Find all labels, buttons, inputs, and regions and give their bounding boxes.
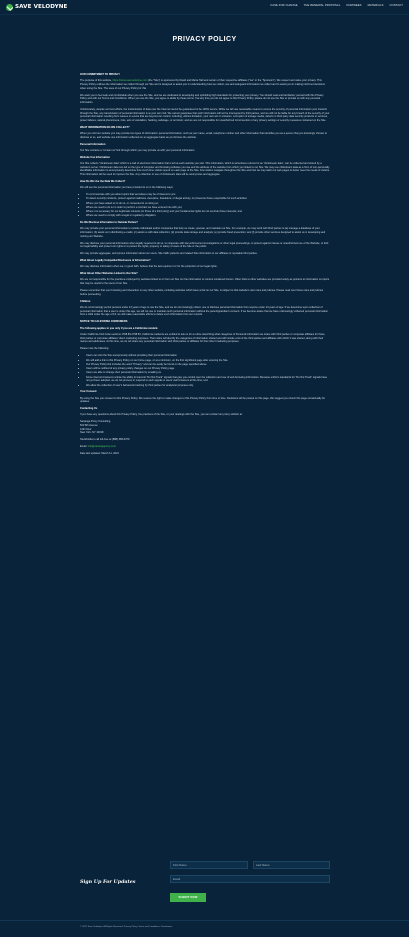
- paragraph: Please remember that your browsing and interaction on any other website, including websites which have a link on our Site, is subject to that website's own rules and policies. Please read over those rules and policies before proceeding.: [80, 289, 324, 296]
- page-title: PRIVACY POLICY: [172, 36, 237, 43]
- footer-divider: [0, 920, 409, 921]
- subheading-contacting-us: Contacting Us: [80, 407, 98, 411]
- paragraph: We may provide aggregate, anonymous information about our users. Site traffic patterns and related Site information to our affiliates or reputable third parties.: [80, 252, 258, 256]
- paragraph: When you visit our website you may provide two types of information: personal information, such as your name, email, telephone number and other information that identifies you as a person that you knowingly choose to disclose to us, and website use information collected on an aggregate basis as you browse the website.: [80, 132, 327, 139]
- paragraph: We want you to feel safe and comfortable when you use the Site, and we are dedicated to developing and upholding high standards for protecting your privacy. You should read and familiarize yourself with this Privacy Policy and with our Terms and Conditions. When you use the Site, you agree to abide by these terms. If at any time you do not agree to this Privacy Policy, please do not use the Site or provide us with any personal information.: [80, 93, 324, 104]
- subheading-website-use: Website Use Information: [80, 155, 110, 159]
- footer-copyright: © 2022 Save Velodyne. All Rights Reserved. Privacy Policy. Terms and Conditions. Disclaimers.: [80, 926, 173, 928]
- subheading-disclose: Do We Disclose Information to Outside Parties?: [80, 221, 138, 225]
- mailing-address: [80, 420, 330, 435]
- contact-phone: Stockholders call toll-free at (888) 368-0379: [80, 438, 130, 442]
- list-item: • We allow the collection of user's behavioral tracking by third parties for analytical purposes only.: [86, 384, 330, 388]
- list-item: • Where we need to comply with a legal or regulatory obligation.: [86, 214, 330, 218]
- subheading-california-residents: The following applies to you only if you are a California resident.: [80, 326, 159, 330]
- list-item: • Some internet browsers include the ability to transmit "Do Not Track" signals that give you control over the collection and use of web browsing information. Because uniform standards for "Do Not Track" signals have not yet been adopted, we do not process or respond to such signals in users' web browsers at this time; and: [86, 376, 330, 383]
- paragraph: By using the Site you consent to this Privacy Policy. We reserve the right to make changes to this Privacy Policy from time to time. Revisions will be posted on this page. We suggest you check this page occasionally for updates.: [80, 396, 326, 404]
- list-item: • Where it is necessary for our legitimate interests (or those of a third party) and your fundamental rights do not override those interests; and: [86, 210, 330, 214]
- last-name-input[interactable]: Last Name: [253, 861, 330, 869]
- email-input[interactable]: Email: [170, 875, 330, 883]
- list-item: • To communicate with you about topics that we believe may be of interest to you: [86, 193, 330, 197]
- address-line: New York, NY 10018: [80, 431, 104, 435]
- list-item: • Where you have asked us to do so, or consented to us doing so;: [86, 202, 330, 206]
- checkmark-logo-icon: [6, 4, 13, 11]
- list-item: • Our Privacy Policy link includes the word "Privacy" and can be easily be found on the page specified above.: [86, 363, 330, 367]
- last-updated-date: Date last updated: March 11, 2022: [80, 452, 119, 456]
- contact-email-link[interactable]: info@saratogaproxy.com: [87, 445, 116, 449]
- site-url-link[interactable]: https://www.savevelodyne.com: [112, 79, 148, 83]
- section-heading-commitment: OUR COMMITMENT TO PRIVACY: [80, 73, 120, 76]
- main-nav: [270, 4, 403, 7]
- paragraph-text: (the "Site") is sponsored by David and Marta Hall and certain of their respective affiliates ("we" or the "Sponsors"). We respect and value your privacy. This Privacy Policy outlines the information we collect through our Site and is designed to assist you in understanding how we collect, use and safeguard information we collect and to assist you in making informed decisions when using the Site. The uses of our Privacy Policy for this: [80, 79, 325, 90]
- paragraph: We may disclose your personal information when legally required to do so, to cooperate with law enforcement investigations or other legal proceedings, to protect against misuse or unauthorized use of the Website, to limit our legal liability and protect our rights or to protect the rights, property or safety of users of the Site or the public.: [80, 241, 329, 249]
- nav-link-materials[interactable]: MATERIALS: [367, 4, 384, 7]
- paragraph: Our Site collects "clickstream data" which is a trail of electronic information that is left at each website you visit. This information, which is sometimes referred to as "clickstream data", can be collected and stored by a website's server. Clickstream data can tell us the type of computer and browsing software you use and the address of the website from which you linked to our Site. We may use clickstream data as a form of non-personally identifiable information to anonymously determine how much time visitors spend on each page of the Site, how visitors navigate throughout the Site and how we may tailor our web pages to better meet the needs of visitors. This information will be used to improve the Site. Any collection or use of clickstream data will be anonymous and aggregate.: [80, 161, 330, 176]
- first-name-input[interactable]: First Name: [170, 861, 248, 869]
- list-item: • Users can visit the Site anonymously without providing their personal information: [86, 354, 330, 358]
- paragraph: We may provide your personal information to outside individuals and/or companies that help us create, operate, and maintain our Site. For example, we may work with third parties to (a) manage a database of your information; (b) assist us in distributing e-mails; (c) assist us with data collection; (d) provide data storage and analysis; (e) provide fraud prevention; and (f) provide other services designed to assist us in developing and running our Website.: [80, 227, 326, 238]
- top-navigation-bar: [0, 0, 409, 15]
- nav-link-contact[interactable]: CONTACT: [389, 4, 403, 7]
- list-item: • Users are able to change their personal information by emailing us.: [86, 371, 330, 375]
- submit-button[interactable]: SUBMIT NOW: [170, 893, 206, 902]
- paragraph: Our Site contains a "contact us" link through which you may provide us with your personal information.: [80, 148, 196, 152]
- paragraph: We do not knowingly permit persons under 13 years of age to use the Site, and we do not knowingly collect, use or disclose personal information from anyone under 13 years of age. If we determine upon collection of personal information that a user is under this age, we will not use or maintain such personal information without the parent/guardian's consent. If we become aware that we have unknowingly collected personal information from a child under the age of 13, we will make reasonable efforts to delete such information from our records.: [80, 305, 328, 317]
- section-heading-what-info: WHAT INFORMATION DO WE COLLECT?: [80, 125, 130, 129]
- subheading-how-we-use: How Do We Use the Data We Collect?: [80, 179, 126, 183]
- list-item: • Users will be notified of any privacy policy changes on our Privacy Policy page.: [86, 367, 330, 371]
- subheading-personal-information: Personal Information: [80, 142, 106, 146]
- site-logo[interactable]: [6, 3, 67, 11]
- paragraph: Please note the following:: [80, 347, 110, 351]
- address-line: Saratoga Proxy Consulting: [80, 420, 111, 424]
- contact-email-line: [80, 445, 330, 449]
- list-item: • Where we need to do so in order to perform a contract we have entered into with you;: [86, 206, 330, 210]
- paragraph: We are not responsible for the practices employed by websites linked to or from our Site nor the information or content contained therein. Often links to other websites are provided solely as pointers to information on topics that may be useful to the users of our Site.: [80, 278, 330, 286]
- section-heading-california: NOTICE TO CALIFORNIA CONSUMERS: [80, 320, 128, 324]
- paragraph: Under California Civil Code sections 1798.83-1798.84, California residents are entitled to ask us for a notice describing what categories of Personal Information we share with third parties or corporate affiliates for those third parties or corporate affiliates' direct marketing purposes. That notice will identify the categories of information shared and will include a list of the third parties and affiliates with which it was shared, along with their names and addresses. At this time, we do not share any personal information with third parties or affiliates for their direct marketing purposes.: [80, 333, 325, 344]
- address-line: 14th Floor: [80, 427, 92, 431]
- address-line: 520 8th Avenue: [80, 424, 98, 428]
- subheading-your-consent: Your Consent: [80, 390, 97, 394]
- logo-text: SAVE VELODYNE: [15, 4, 68, 10]
- paragraph: [80, 79, 330, 90]
- subheading-children: Children: [80, 299, 91, 303]
- paragraph: We may disclose information when we, in good faith, believe that the law requires it or for the protection of our legal rights.: [80, 265, 218, 269]
- subheading-legally-compelled: What About Legally Compelled Disclosure of Information?: [80, 259, 151, 263]
- email-label: Email:: [80, 445, 88, 449]
- list-item: • We will add a link to this Privacy Policy on our home page, or at a minimum, on the first significant page after entering the Site.: [86, 359, 330, 363]
- subheading-other-websites: What About Other Websites Linked to Our Site?: [80, 272, 138, 276]
- signup-title: Sign Up For Updates: [80, 879, 136, 885]
- paragraph-text: The purpose of this website,: [80, 79, 113, 83]
- nav-link-nominees[interactable]: NOMINEES: [346, 4, 362, 7]
- use-list: [80, 193, 330, 218]
- paragraph: We will use the personal information you have provided to us in the following ways:: [80, 186, 174, 190]
- paragraph: Unfortunately, despite our best efforts, the transmission of data over the Internet cannot be guaranteed to be 100% secure. While we will use reasonable means to ensure the security of personal information your transmit through the Site, any transmission of personal information is at your own risk. We cannot guarantee that such information will not be intercepted by third parties, and we will not be liable for any breach of the security of your personal information resulting from causes or events that are beyond our control, including, without limitation, your own act or omission, corruption of storage media, defects in third party data security products or services, power failures, natural phenomena, riots, acts of vandalism, hacking, sabotage, or terrorism; and we are not responsible for unauthorized circumvention of any privacy settings or security measures contained on the Site.: [80, 107, 330, 122]
- nav-link-renewal-proposal[interactable]: THE RENEWAL PROPOSAL: [303, 4, 341, 7]
- california-list: [80, 354, 330, 387]
- policy-content: [80, 70, 330, 459]
- list-item: • To detect security incidents, protect against malicious, deceptive, fraudulent, or illegal activity, or prosecute those responsible for such activities: [86, 197, 330, 201]
- paragraph: If you have any questions about this Privacy Policy, the practices of the Site, or your dealings with the Site, you can contact our proxy solicitor at:: [80, 413, 243, 417]
- nav-link-case-for-change[interactable]: CASE FOR CHANGE: [270, 4, 298, 7]
